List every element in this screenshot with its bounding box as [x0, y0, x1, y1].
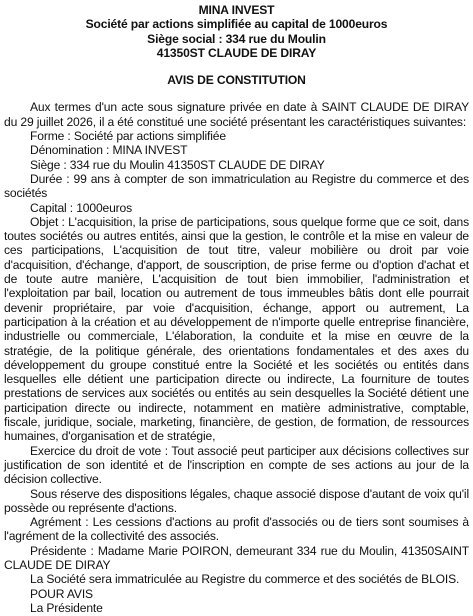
registration-paragraph: La Société sera immatriculée au Registre du commerce et des sociétés de BLOIS. — [30, 572, 460, 587]
intro-paragraph: Aux termes d'un acte sous signature privée en date à SAINT CLAUDE DE DIRAY du 29 juillet 2026, il a été constitué une société présentant les caractéristiques suivantes: — [4, 100, 469, 129]
votes-paragraph: Sous réserve des dispositions légales, chaque associé dispose d'autant de voix qu'il possède ou représente d'actions. — [4, 486, 469, 515]
denomination-line: Dénomination : MINA INVEST — [30, 143, 188, 158]
duration-paragraph: Durée : 99 ans à compter de son immatriculation au Registre du commerce et des sociétés — [4, 171, 469, 201]
approval-paragraph: Agrément : Les cessions d'actions au profit d'associés ou de tiers sont soumises à l'agrément de la collectivité des associés. — [4, 515, 469, 544]
signatory: La Présidente — [30, 600, 103, 615]
notice-title: AVIS DE CONSTITUTION — [167, 73, 306, 88]
company-name: MINA INVEST — [198, 3, 275, 17]
president-paragraph: Présidente : Madame Marie POIRON, demeurant 334 rue du Moulin, 41350SAINT CLAUDE DE DIRAY — [4, 543, 469, 572]
city-line: 41350ST CLAUDE DE DIRAY — [156, 45, 317, 60]
pour-avis: POUR AVIS — [30, 586, 93, 601]
legal-form-line: Société par actions simplifiée au capital de 1000euros — [85, 17, 388, 32]
voting-rights-paragraph: Exercice du droit de vote : Tout associé peut participer aux décisions collectives sur justification de son identité et de l'inscription en compte de ses actions au jour de la décision collective. — [4, 443, 469, 487]
registered-office-line: Siège social : 334 rue du Moulin — [147, 31, 326, 46]
form-line: Forme : Société par actions simplifiée — [30, 129, 226, 144]
capital-line: Capital : 1000euros — [30, 200, 133, 215]
seat-line: Siège : 334 rue du Moulin 41350ST CLAUDE DE DIRAY — [30, 157, 325, 172]
purpose-paragraph: Objet : L'acquisition, la prise de participations, sous quelque forme que ce soit, dans toutes sociétés ou autres entités, ainsi que la gestion, le contrôle et la mise en valeur de ces participations, L'acquisition de tout titre, valeur mobilière ou droit par voie d'acquisition, d'échange, d'apport, de souscription, de prise ferme ou d'option d'achat et de toute autre manière, L'acquisition de tout bien immobilier, l'administration et l'exploitation par bail, location ou autrement de tous immeubles bâtis dont elle pourrait devenir propriétaire, par voie d'acquisition, échange, apport ou autrement, La participation à la création et au développement de n'importe quelle entreprise financière, industrielle ou commerciale, L'élaboration, la conduite et la mise en œuvre de la stratégie, de la politique générale, des orientations fondamentales et des axes du développement du groupe constitué entre la Société et les sociétés ou entités dans lesquelles elle détient une participation directe ou indirecte, La fourniture de toutes prestations de services aux sociétés ou entités au sein desquelles la Société détient une participation directe ou indirecte, notamment en matière administrative, comptable, fiscale, juridique, sociale, marketing, financière, de gestion, de formation, de ressources humaines, d'organisation et de stratégie, — [4, 214, 469, 444]
